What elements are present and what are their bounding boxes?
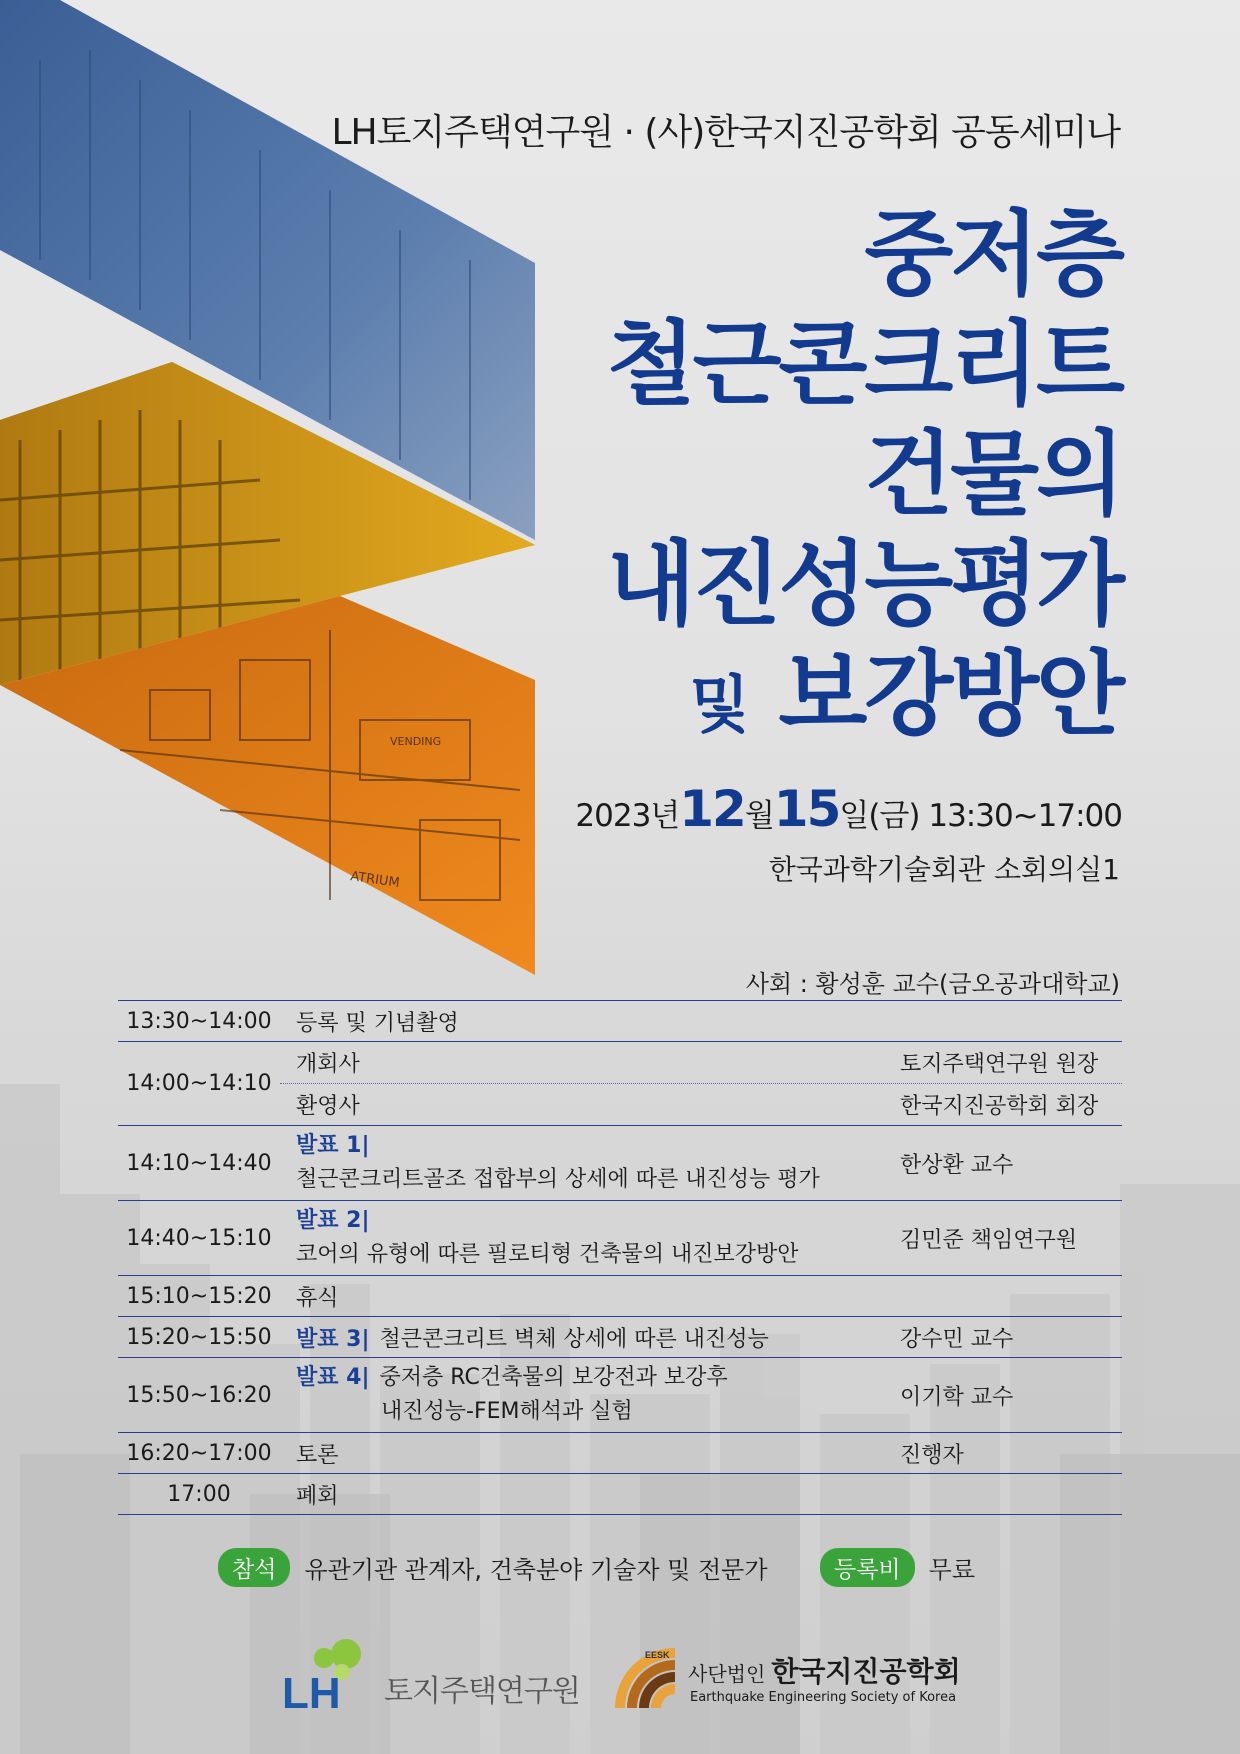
schedule-row [118, 1358, 1122, 1433]
schedule-row [118, 1126, 1122, 1201]
lh-org-name: 토지주택연구원 [384, 1674, 580, 1709]
schedule-role: 이기학 교수 [900, 1384, 1014, 1410]
schedule-item: 코어의 유형에 따른 필로티형 건축물의 내진보강방안 [296, 1242, 799, 1267]
schedule-role: 김민준 책임연구원 [900, 1227, 1078, 1253]
attendance-info [218, 1548, 768, 1587]
org-line: LH토지주택연구원 · (사)한국지진공학회 공동세미나 [331, 112, 1120, 153]
schedule-row [118, 1201, 1122, 1276]
title-line-5 [607, 640, 1122, 760]
schedule-time: 14:40~15:10 [126, 1225, 272, 1251]
schedule-row [118, 1317, 1122, 1358]
schedule-item: 휴식 [296, 1285, 339, 1311]
title-line-3: 건물의 [864, 421, 1122, 528]
event-time: 13:30~17:00 [928, 798, 1122, 834]
fee-info [820, 1548, 975, 1587]
schedule-item: 중저층 RC건축물의 보강전과 보강후 [379, 1365, 728, 1390]
attendance-text: 유관기관 관계자, 건축분야 기술자 및 전문가 [304, 1556, 768, 1584]
eesk-prefix: 사단법인 [688, 1662, 766, 1686]
event-venue: 한국과학기술회관 소회의실1 [768, 853, 1120, 886]
schedule-item: 폐회 [296, 1483, 339, 1509]
schedule-role: 한상환 교수 [900, 1152, 1014, 1178]
eesk-mark: EESK [645, 1650, 670, 1660]
schedule-role [900, 1001, 1122, 1042]
schedule-subrow [280, 1042, 1122, 1083]
schedule-row [118, 1433, 1122, 1474]
title-line-2: 철근콘크리트 [606, 311, 1122, 418]
lh-mark: LH [282, 1669, 341, 1716]
title-line-4: 내진성능평가 [606, 531, 1122, 638]
schedule-time: 15:20~15:50 [126, 1324, 272, 1350]
schedule-time: 15:10~15:20 [126, 1283, 272, 1309]
svg-text:ATRIUM: ATRIUM [349, 869, 401, 891]
eesk-name-main: 한국지진공학회 [771, 1655, 961, 1688]
schedule-row [118, 1001, 1122, 1042]
schedule-role: 한국지진공학회 회장 [900, 1094, 1099, 1119]
schedule-time: 16:20~17:00 [126, 1440, 272, 1466]
schedule-item: 환영사 [296, 1094, 360, 1119]
eesk-english-name: Earthquake Engineering Society of Korea [690, 1690, 957, 1705]
schedule-time: 17:00 [167, 1481, 231, 1507]
event-day: 15 [773, 780, 840, 838]
fee-badge: 등록비 [820, 1548, 915, 1587]
eesk-org-name [688, 1650, 961, 1690]
event-month-unit: 월 [744, 798, 774, 834]
event-date [575, 780, 1122, 838]
schedule-item-cont: 내진성능-FEM해석과 실험 [381, 1399, 633, 1424]
schedule-time: 14:10~14:40 [126, 1150, 272, 1176]
presentation-label: 발표 3| [296, 1326, 370, 1352]
event-month: 12 [679, 780, 745, 838]
schedule-role: 강수민 교수 [900, 1326, 1014, 1352]
presentation-label: 발표 4| [296, 1365, 370, 1390]
schedule-role: 진행자 [900, 1442, 964, 1468]
schedule-row [118, 1276, 1122, 1317]
eesk-logo [615, 1648, 675, 1708]
presentation-label: 발표 2| [296, 1208, 370, 1233]
schedule-row [118, 1474, 1122, 1515]
event-day-unit: 일(금) [839, 798, 920, 834]
svg-text:VENDING: VENDING [390, 735, 442, 748]
schedule-item: 등록 및 기념촬영 [296, 1010, 459, 1036]
schedule-time: 13:30~14:00 [126, 1008, 272, 1034]
schedule-item: 개회사 [296, 1052, 360, 1077]
schedule-subrow [280, 1083, 1122, 1125]
presentation-label: 발표 1| [296, 1133, 370, 1158]
schedule-item: 철큰콘크리트 벽체 상세에 따른 내진성능 [379, 1326, 769, 1352]
title-and: 및 [689, 668, 750, 741]
attendance-badge: 참석 [218, 1548, 290, 1587]
fee-text: 무료 [928, 1556, 976, 1584]
schedule-role: 토지주택연구원 원장 [900, 1052, 1099, 1077]
schedule-item: 토론 [296, 1442, 339, 1468]
title-line-1: 중저층 [864, 201, 1122, 308]
schedule-item: 철근콘크리트골조 접합부의 상세에 따른 내진성능 평가 [296, 1167, 820, 1192]
event-year: 2023년 [575, 798, 680, 834]
schedule-table [118, 1000, 1122, 1515]
title-line-5-main: 보강방안 [778, 641, 1122, 748]
seminar-title [607, 200, 1122, 760]
moderator: 사회 : 황성훈 교수(금오공과대학교) [745, 970, 1120, 998]
schedule-time: 14:00~14:10 [126, 1071, 272, 1096]
schedule-row [118, 1042, 1122, 1126]
schedule-time: 15:50~16:20 [126, 1382, 272, 1408]
